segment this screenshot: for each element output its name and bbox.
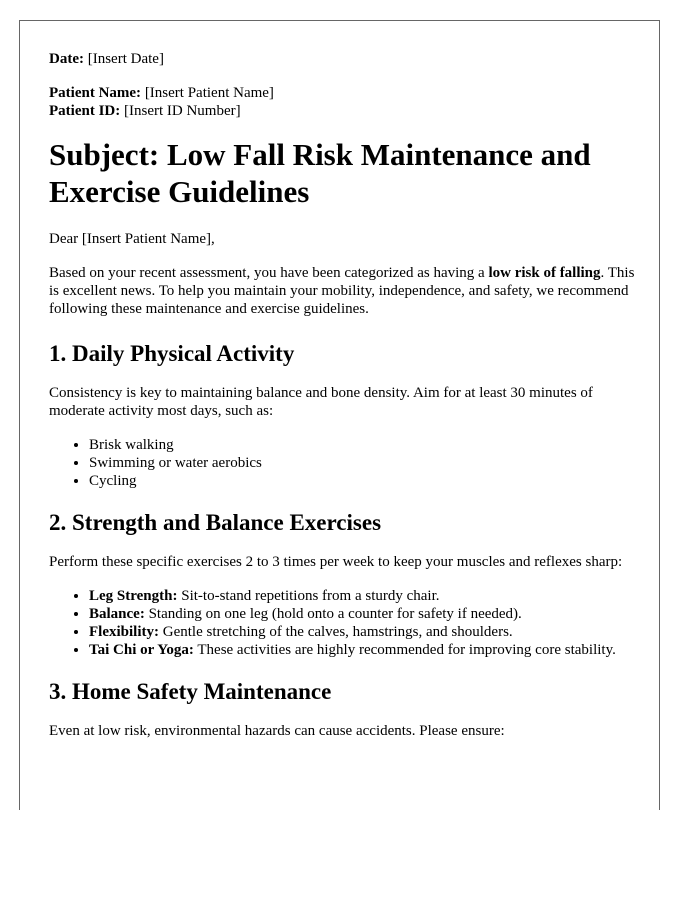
date-line [49,50,639,68]
intro-bold-text: low risk of falling [488,265,601,281]
letter-content [49,50,639,756]
item-label: Leg Strength: [89,588,178,604]
intro-text-after: . This is excellent news. To help you maintain your mobility, independence, and safety, we recommend following these maintenance and exercise guidelines. [49,265,635,317]
patient-name-line [49,84,639,102]
section-heading-home: 3. Home Safety Maintenance [49,679,332,704]
patient-id-label: Patient ID: [49,103,121,119]
patient-info [49,84,639,120]
patient-name-value: [Insert Patient Name] [144,85,274,101]
date-value: [Insert Date] [87,51,164,67]
item-text: These activities are highly recommended for improving core stability. [193,642,616,658]
intro-text-before: Based on your recent assessment, you have been categorized as having a [49,265,489,281]
patient-id-value: [Insert ID Number] [124,103,241,119]
patient-id-line [49,102,639,120]
section-heading-activity: 1. Daily Physical Activity [49,341,295,366]
item-label: Flexibility: [89,624,159,640]
list-item [89,641,639,659]
list-item [89,587,639,605]
list-item: • Cycling [89,472,639,490]
subject-heading: Subject: Low Fall Risk Maintenance and Exercise Guidelines [49,137,591,209]
list-item: • Brisk walking [89,436,639,454]
item-label: Tai Chi or Yoga: [89,642,194,658]
list-item: • Swimming or water aerobics [89,454,639,472]
strength-paragraph: Perform these specific exercises 2 to 3 times per week to keep your muscles and reflexes sharp: [49,554,623,570]
strength-list [49,587,639,659]
item-text: Standing on one leg (hold onto a counter for safety if needed). [144,606,522,622]
home-paragraph: Even at low risk, environmental hazards can cause accidents. Please ensure: [49,723,505,739]
patient-name-label: Patient Name: [49,85,142,101]
item-text: Gentle stretching of the calves, hamstrings, and shoulders. [159,624,513,640]
activity-paragraph: Consistency is key to maintaining balance and bone density. Aim for at least 30 minutes of moderate activity most days, such as: [49,385,593,419]
list-item [89,605,639,623]
activity-list [49,436,639,490]
item-text: Sit-to-stand repetitions from a sturdy chair. [177,588,440,604]
salutation: Dear [Insert Patient Name], [49,231,215,247]
intro-paragraph [49,264,639,318]
item-label: Balance: [89,606,145,622]
date-label: Date: [49,51,84,67]
list-item [89,623,639,641]
letter-page [19,20,660,810]
section-heading-strength: 2. Strength and Balance Exercises [49,510,382,535]
